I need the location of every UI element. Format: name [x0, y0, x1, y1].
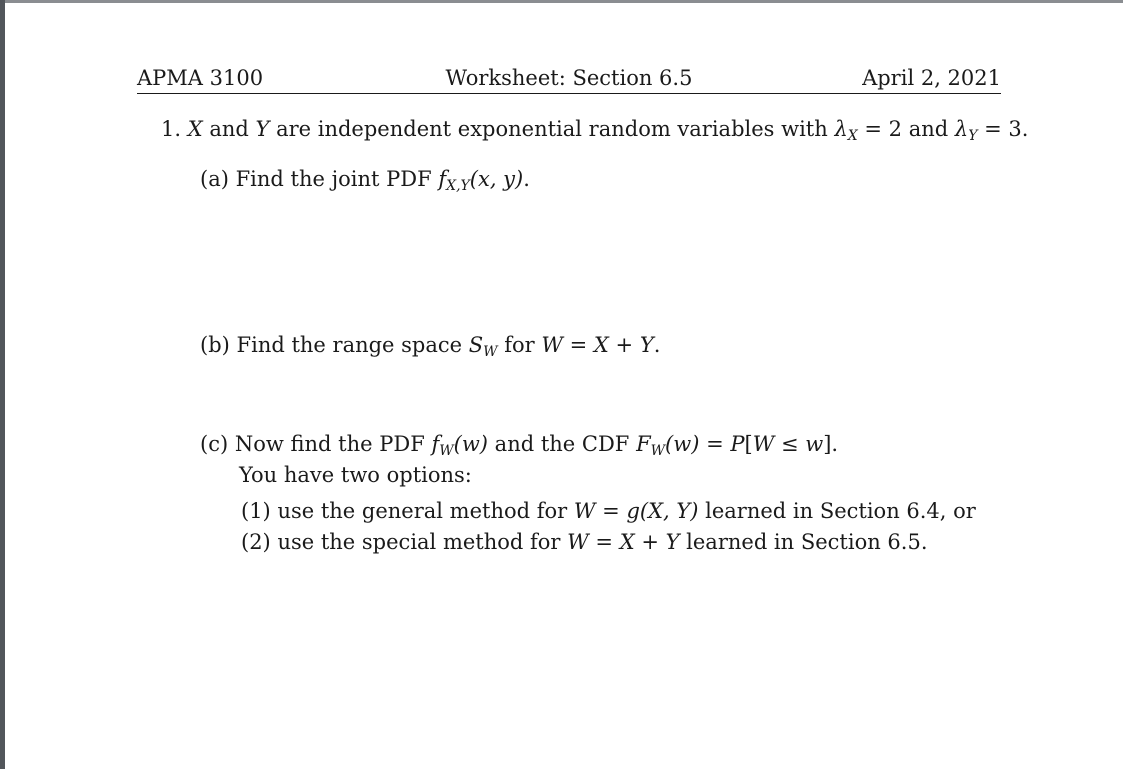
part-b: [200, 331, 660, 366]
part-c-label: (c): [200, 432, 229, 456]
math-subscript: W: [439, 443, 454, 459]
text: =: [595, 499, 627, 523]
math-var: S: [468, 333, 484, 357]
part-a: [200, 165, 530, 200]
text: =: [562, 333, 594, 357]
math-args: (x, y): [469, 167, 524, 191]
text: = 2 and: [857, 117, 955, 141]
text: +: [634, 530, 666, 554]
math-var: X: [187, 117, 203, 141]
math-var: f: [438, 167, 447, 191]
math-var: Y: [639, 333, 654, 357]
math-subscript: X: [847, 128, 858, 144]
text: ≤: [774, 432, 806, 456]
math-var: X: [593, 333, 609, 357]
math-var: P: [730, 432, 745, 456]
math-var: f: [431, 432, 440, 456]
math-subscript: W: [483, 344, 498, 360]
math-lambda: λ: [954, 117, 969, 141]
math-lambda: λ: [834, 117, 848, 141]
math-var: W: [573, 499, 596, 523]
math-subscript: W: [650, 443, 666, 459]
math-var: w: [805, 432, 824, 456]
text: =: [588, 530, 620, 554]
math-var: W: [752, 432, 775, 456]
text: = 3.: [977, 117, 1029, 141]
text: and: [202, 117, 256, 141]
math-args: (w): [453, 432, 488, 456]
text: are independent exponential random variables with: [269, 117, 835, 141]
text: =: [699, 432, 731, 456]
text: for: [497, 333, 542, 357]
part-b-label: (b): [200, 333, 230, 357]
math-var: g: [626, 499, 640, 523]
worksheet-date: April 2, 2021: [862, 66, 1001, 90]
problem-1-statement: [161, 115, 1028, 150]
option-1-label: (1): [241, 499, 271, 523]
math-args: (w): [665, 432, 700, 456]
text: +: [608, 333, 640, 357]
text: learned in Section 6.5.: [679, 530, 928, 554]
worksheet-page: [5, 3, 1123, 769]
page-header: [137, 65, 1001, 95]
math-var: Y: [255, 117, 270, 141]
worksheet-title: Worksheet: Section 6.5: [445, 66, 693, 90]
text: learned in Section 6.4, or: [698, 499, 976, 523]
math-subscript: X,Y: [446, 178, 470, 194]
text: use the general method for: [277, 499, 574, 523]
header-rule: [137, 93, 1001, 94]
text: Find the joint PDF: [235, 167, 439, 191]
option-2: [241, 528, 928, 556]
part-a-label: (a): [200, 167, 229, 191]
math-var: X: [619, 530, 635, 554]
text: Now find the PDF: [234, 432, 432, 456]
option-2-label: (2): [241, 530, 271, 554]
text: Find the range space: [236, 333, 469, 357]
part-c: [200, 430, 838, 465]
text: and the CDF: [488, 432, 637, 456]
options-intro: You have two options:: [239, 463, 472, 487]
text: .: [653, 333, 661, 357]
option-1: [241, 497, 976, 525]
math-var: F: [636, 432, 651, 456]
course-name: APMA 3100: [137, 66, 264, 90]
math-var: Y: [665, 530, 680, 554]
text: ].: [823, 432, 839, 456]
text: use the special method for: [277, 530, 568, 554]
problem-number: 1.: [161, 117, 182, 141]
math-subscript: Y: [968, 128, 978, 144]
text: [: [744, 432, 753, 456]
math-args: (X, Y): [639, 499, 699, 523]
math-var: W: [541, 333, 563, 357]
math-var: W: [567, 530, 589, 554]
text: .: [523, 167, 530, 191]
